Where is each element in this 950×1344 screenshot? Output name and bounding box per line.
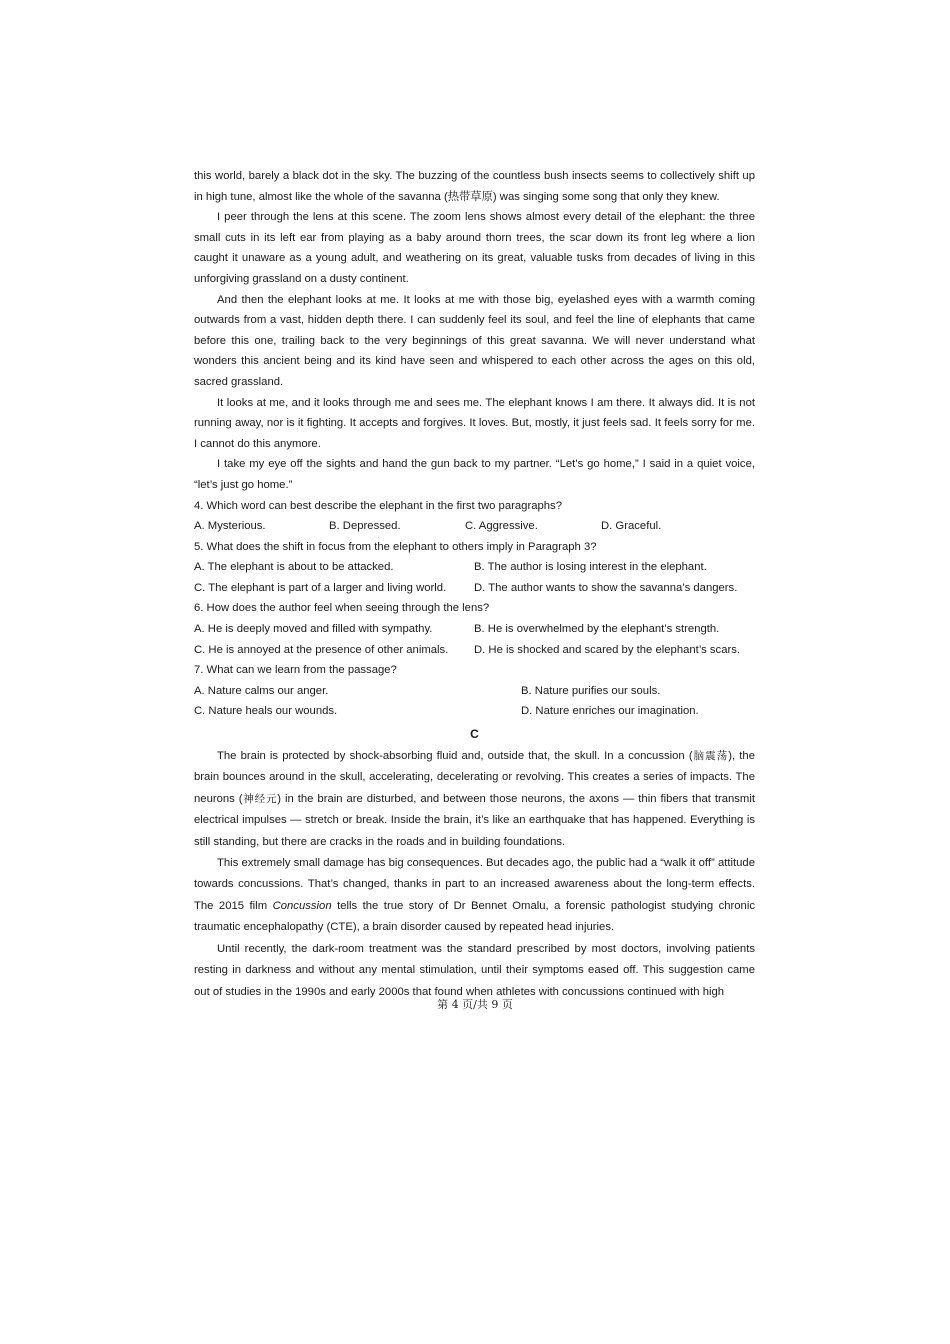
passage-b-paragraph-4: It looks at me, and it looks through me and sees me. The elephant knows I am there. It always did. It is not running away, nor is it fighting. It accepts and forgives. It loves. But, mostly, it just feels sad. It feels sorry for me. I cannot do this anymore.: [194, 396, 755, 450]
passage-c: [194, 746, 755, 1003]
page-number-footer: 第 4 页/共 9 页: [437, 998, 513, 1011]
passage-c-paragraph-2: [194, 853, 755, 939]
option-c[interactable]: C. Nature heals our wounds.: [194, 705, 338, 718]
option-d[interactable]: D. He is shocked and scared by the elephant’s scars.: [474, 643, 741, 656]
option-b[interactable]: B. Depressed.: [329, 520, 401, 533]
question-stem: 7. What can we learn from the passage?: [194, 664, 397, 677]
option-a[interactable]: A. He is deeply moved and filled with sympathy.: [194, 623, 433, 636]
passage-c-paragraph-3: Until recently, the dark-room treatment was the standard prescribed by most doctors, involving patients resting in darkness and without any mental stimulation, until their symptoms eased off. This suggestion came out of studies in the 1990s and early 2000s that found when athletes with concussions continued with high: [194, 942, 755, 998]
option-a[interactable]: A. The elephant is about to be attacked.: [194, 561, 394, 574]
question-6: [194, 598, 755, 660]
question-7: [194, 660, 755, 722]
option-b[interactable]: B. The author is losing interest in the elephant.: [474, 561, 707, 574]
film-title: Concussion: [272, 899, 332, 912]
passage-b-paragraph-1: this world, barely a black dot in the sky. The buzzing of the countless bush insects seems to collectively shift up in high tune, almost like the whole of the savanna (热带草原) was singing some song that only they knew.: [194, 170, 755, 203]
passage-b-paragraph-3: And then the elephant looks at me. It looks at me with those big, eyelashed eyes with a warmth coming outwards from a vast, hidden depth there. I can suddenly feel its soul, and feel the line of elephants that came before this one, trailing back to the very beginnings of this great savanna. We will never understand what wonders this ancient being and its kind have seen and whispered to each other across the ages on this old, sacred grassland.: [194, 293, 755, 388]
text-segment: ) in the brain are disturbed, and between those neurons, the axons — thin fibers that transmit electrical impulses — stretch or break. Inside the brain, it’s like an earthquake that has happened. Everything is still standing, but there are cracks in the roads and in building foundations.: [194, 792, 755, 848]
option-c[interactable]: C. Aggressive.: [465, 520, 538, 533]
option-d[interactable]: D. Graceful.: [601, 520, 662, 533]
text-segment: The brain is protected by shock-absorbing fluid and, outside that, the skull. In a concussion (: [217, 750, 693, 763]
passage-b-paragraph-5: I take my eye off the sights and hand the gun back to my partner. “Let’s go home,” I said in a quiet voice, “let’s just go home.”: [194, 458, 755, 491]
text-segment: tells the true story of Dr Bennet Omalu, a forensic pathologist studying chronic traumatic encephalopathy (CTE), a brain disorder caused by repeated head injuries.: [194, 899, 755, 934]
option-b[interactable]: B. He is overwhelmed by the elephant’s strength.: [474, 623, 720, 636]
option-c[interactable]: C. He is annoyed at the presence of other animals.: [194, 643, 449, 656]
question-stem: 6. How does the author feel when seeing through the lens?: [194, 602, 490, 615]
question-stem: 5. What does the shift in focus from the elephant to others imply in Paragraph 3?: [194, 540, 597, 553]
option-a[interactable]: A. Mysterious.: [194, 520, 266, 533]
question-5: [194, 537, 755, 599]
passage-b: [194, 166, 755, 496]
text-segment: This extremely small damage has big consequences. But decades ago, the public had a “walk it off” attitude towards concussions. That’s changed, thanks in part to an increased awareness about the long-term effects. The 2015 film: [194, 857, 755, 912]
passage-c-paragraph-1: [194, 746, 755, 853]
text-segment: ), the brain bounces around in the skull, accelerating, decelerating or revolving. This creates a series of impacts. The neurons (: [194, 750, 756, 805]
section-c-heading: C: [470, 727, 479, 742]
page-content: [194, 166, 755, 1003]
option-d[interactable]: D. The author wants to show the savanna’s dangers.: [474, 581, 738, 594]
option-a[interactable]: A. Nature calms our anger.: [194, 684, 329, 697]
passage-b-paragraph-2: I peer through the lens at this scene. The zoom lens shows almost every detail of the elephant: the three small cuts in its left ear from playing as a baby around thorn trees, the scar down its front leg where a lion caught it unaware as a young adult, and weathering on its great, valuable tusks from decades of living in this unforgiving grassland on a dusty continent.: [194, 211, 755, 285]
question-stem: 4. Which word can best describe the elephant in the first two paragraphs?: [194, 499, 562, 512]
option-d[interactable]: D. Nature enriches our imagination.: [521, 705, 699, 718]
chinese-gloss: 脑震荡: [692, 750, 729, 763]
option-b[interactable]: B. Nature purifies our souls.: [521, 684, 661, 697]
chinese-gloss: 神经元: [242, 792, 278, 805]
option-c[interactable]: C. The elephant is part of a larger and living world.: [194, 581, 447, 594]
question-4: [194, 496, 755, 537]
